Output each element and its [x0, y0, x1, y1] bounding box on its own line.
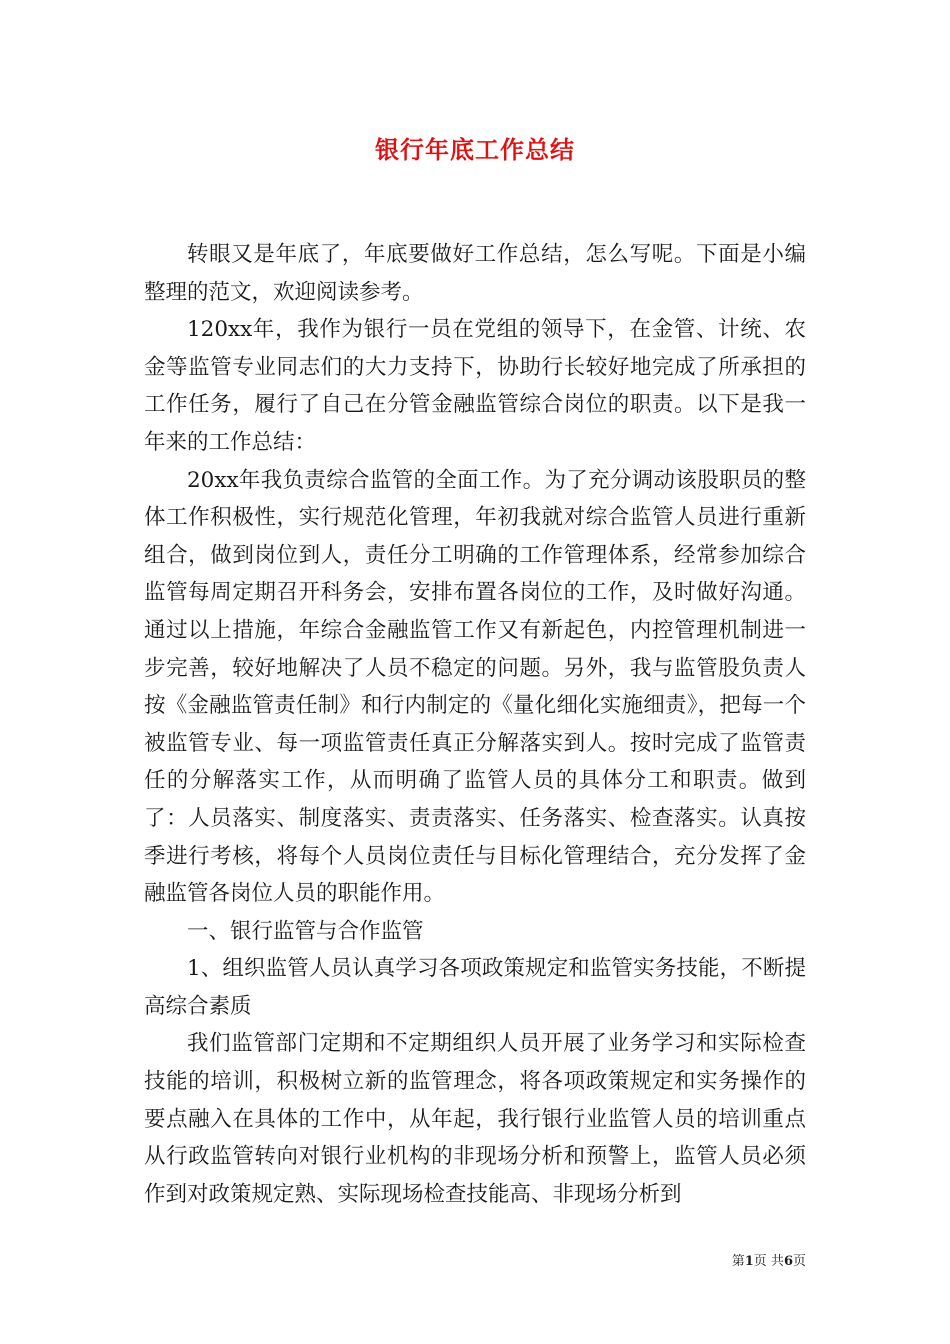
subsection-heading-1-1: 1、组织监管人员认真学习各项政策规定和监管实务技能，不断提高综合素质	[144, 956, 806, 1019]
paragraph-overview: 120xx年，我作为银行一员在党组的领导下，在金管、计统、农金等监管专业同志们的大力支持下，协助行长较好地完成了所承担的工作任务，履行了自己在分管金融监管综合岗位的职责。以下是我一年来的工作总结：	[144, 317, 806, 455]
footer-middle: 页 共	[753, 1254, 784, 1269]
section-heading-1: 一、银行监管与合作监管	[187, 918, 424, 944]
footer-suffix: 页	[792, 1254, 806, 1269]
page-number-footer	[732, 1250, 806, 1269]
footer-prefix: 第	[731, 1254, 745, 1269]
footer-current-page: 1	[744, 1254, 754, 1269]
paragraph-comprehensive-supervision: 20xx年我负责综合监管的全面工作。为了充分调动该股职员的整体工作积极性，实行规范化管理，年初我就对综合监管人员进行重新组合，做到岗位到人，责任分工明确的工作管理体系，经常参加综合监管每周定期召开科务会，安排布置各岗位的工作，及时做好沟通。通过以上措施，年综合金融监管工作又有新起色，内控管理机制进一步完善，较好地解决了人员不稳定的问题。另外，我与监管股负责人按《金融监管责任制》和行内制定的《量化细化实施细责》，把每一个被监管专业、每一项监管责任真正分解落实到人。按时完成了监管责任的分解落实工作，从而明确了监管人员的具体分工和职责。做到了：人员落实、制度落实、责责落实、任务落实、检查落实。认真按季进行考核，将每个人员岗位责任与目标化管理结合，充分发挥了金融监管各岗位人员的职能作用。	[144, 467, 806, 907]
document-title: 银行年底工作总结	[375, 135, 575, 164]
footer-total-pages: 6	[783, 1254, 793, 1269]
paragraph-training: 我们监管部门定期和不定期组织人员开展了业务学习和实际检查技能的培训，积极树立新的监管理念，将各项政策规定和实务操作的要点融入在具体的工作中，从年起，我行银行业监管人员的培训重点从行政监管转向对银行业机构的非现场分析和预警上，监管人员必须作到对政策规定熟、实际现场检查技能高、非现场分析到	[144, 1031, 806, 1207]
document-body	[144, 236, 806, 1213]
paragraph-intro: 转眼又是年底了，年底要做好工作总结，怎么写呢。下面是小编整理的范文，欢迎阅读参考。	[144, 242, 806, 305]
